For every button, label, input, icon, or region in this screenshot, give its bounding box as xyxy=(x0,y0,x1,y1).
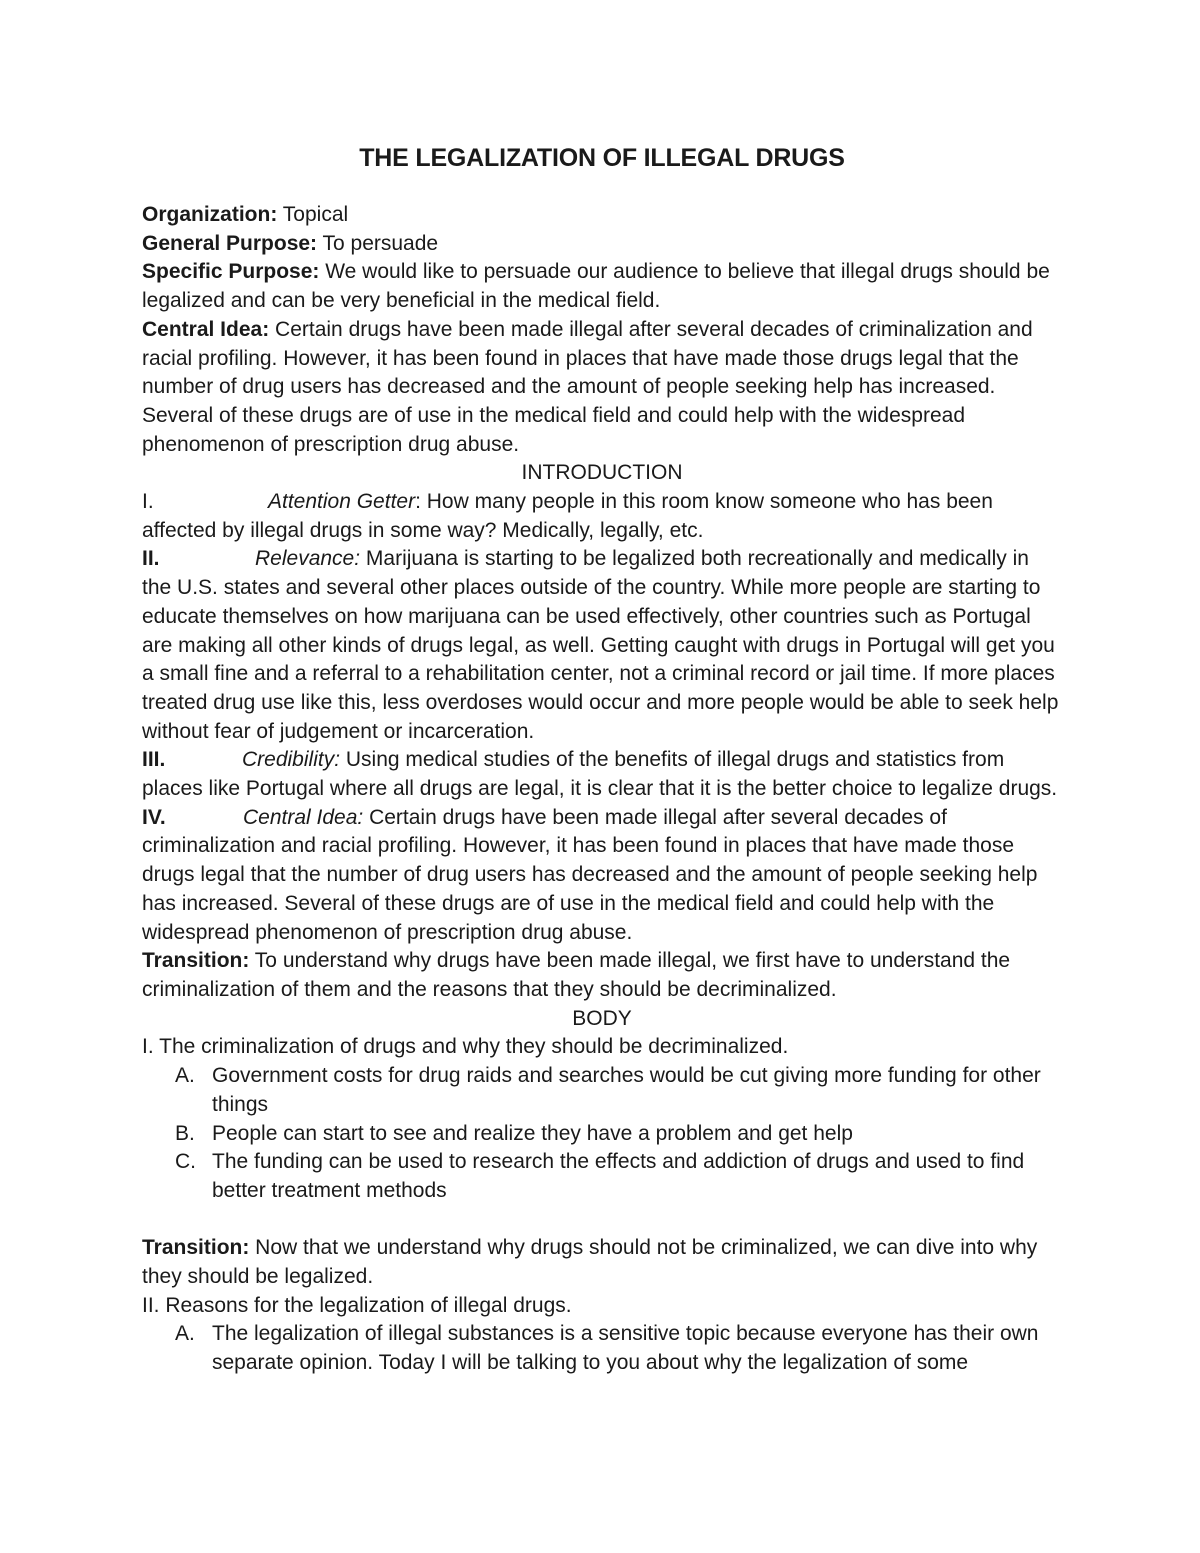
transition-text: Now that we understand why drugs should not be criminalized, we can dive into why they should be legalized. xyxy=(142,1236,1038,1288)
intro-item-central-idea xyxy=(142,804,1062,948)
introduction-heading: INTRODUCTION xyxy=(521,461,683,485)
intro-item-label: Central Idea: xyxy=(243,805,364,829)
body-heading: BODY xyxy=(572,1006,632,1030)
transition-text: To understand why drugs have been made illegal, we first have to understand the criminalization of them and the reasons that they should be decriminalized. xyxy=(142,949,1011,1001)
intro-item-attention-getter xyxy=(142,488,1062,545)
transition-label: Transition: xyxy=(142,1236,250,1260)
body-point-2-subpoints xyxy=(142,1320,1062,1377)
list-item-text: Government costs for drug raids and searches would be cut giving more funding for other things xyxy=(212,1064,1041,1116)
general-purpose-line xyxy=(142,230,1062,259)
transition-label: Transition: xyxy=(142,949,250,973)
organization-line xyxy=(142,201,1062,230)
list-item-letter: B. xyxy=(175,1121,195,1145)
intro-item-text: Marijuana is starting to be legalized both recreationally and medically in the U.S. states and several other places outside of the country. While more people are starting to educate themselves on how marijuana can be used effectively, other countries such as Portugal are making all other kinds of drugs legal, as well. Getting caught with drugs in Portugal will get you a small fine and a referral to a rehabilitation center, not a criminal record or jail time. If more places treated drug use like this, less overdoses would occur and more people would be able to seek help without fear of judgement or incarceration. xyxy=(142,547,1059,743)
specific-purpose-label: Specific Purpose: xyxy=(142,260,320,284)
intro-item-label: Credibility: xyxy=(242,748,341,772)
list-item-letter: A. xyxy=(175,1322,195,1346)
specific-purpose-value: We would like to persuade our audience to believe that illegal drugs should be legalized and can be very beneficial in the medical field. xyxy=(142,260,1050,313)
general-purpose-value: To persuade xyxy=(317,231,439,255)
document-title: THE LEGALIZATION OF ILLEGAL DRUGS xyxy=(359,144,845,172)
intro-item-text: Certain drugs have been made illegal after several decades of criminalization and racial profiling. However, it has been found in places that have made those drugs legal that the number of drug users has decreased and the amount of people seeking help has increased. Several of these drugs are of use in the medical field and could help with the widespread phenomenon of prescription drug abuse. xyxy=(142,805,1038,944)
central-idea-label: Central Idea: xyxy=(142,317,270,341)
list-item-text: The funding can be used to research the effects and addiction of drugs and used to find better treatment methods xyxy=(212,1150,1025,1202)
list-item xyxy=(142,1062,1062,1119)
intro-item-number: II. xyxy=(142,547,160,571)
list-item xyxy=(142,1148,1062,1205)
intro-item-label: Relevance: xyxy=(255,547,361,571)
list-item-text: The legalization of illegal substances is a sensitive topic because everyone has their own separate opinion. Today I will be talking to you about why the legalization of some xyxy=(212,1322,1039,1375)
general-purpose-label: General Purpose: xyxy=(142,231,318,255)
blank-line xyxy=(142,1206,1062,1235)
body-point-1: I. The criminalization of drugs and why they should be decriminalized. xyxy=(142,1035,789,1059)
intro-item-number: IV. xyxy=(142,805,166,829)
body-point-1-subpoints xyxy=(142,1062,1062,1206)
document-page xyxy=(142,142,1062,1378)
intro-item-number: III. xyxy=(142,748,166,772)
list-item xyxy=(142,1120,1062,1149)
intro-item-credibility xyxy=(142,746,1062,803)
intro-transition xyxy=(142,947,1062,1004)
list-item xyxy=(142,1320,1062,1377)
intro-item-label: Attention Getter xyxy=(268,490,416,514)
list-item-text: People can start to see and realize they have a problem and get help xyxy=(212,1121,853,1145)
organization-value: Topical xyxy=(277,203,349,226)
list-item-letter: C. xyxy=(175,1150,196,1174)
organization-label: Organization: xyxy=(142,203,278,226)
intro-item-text: Using medical studies of the benefits of illegal drugs and statistics from places like Portugal where all drugs are legal, it is clear that it is the better choice to legalize drugs. xyxy=(142,748,1058,801)
list-item-letter: A. xyxy=(175,1064,195,1088)
central-idea-line xyxy=(142,316,1062,460)
intro-item-relevance xyxy=(142,545,1062,746)
body-point-2: II. Reasons for the legalization of illegal drugs. xyxy=(142,1293,572,1317)
body-transition xyxy=(142,1234,1062,1291)
specific-purpose-line xyxy=(142,258,1062,315)
central-idea-value: Certain drugs have been made illegal after several decades of criminalization and racial profiling. However, it has been found in places that have made those drugs legal that the number of drug users has decreased and the amount of people seeking help has increased. Several of these drugs are of use in the medical field and could help with the widespread phenomenon of prescription drug abuse. xyxy=(142,317,1033,456)
intro-item-number: I. xyxy=(142,490,154,514)
intro-item-text: : How many people in this room know someone who has been affected by illegal drugs in some way? Medically, legally, etc. xyxy=(142,490,993,542)
